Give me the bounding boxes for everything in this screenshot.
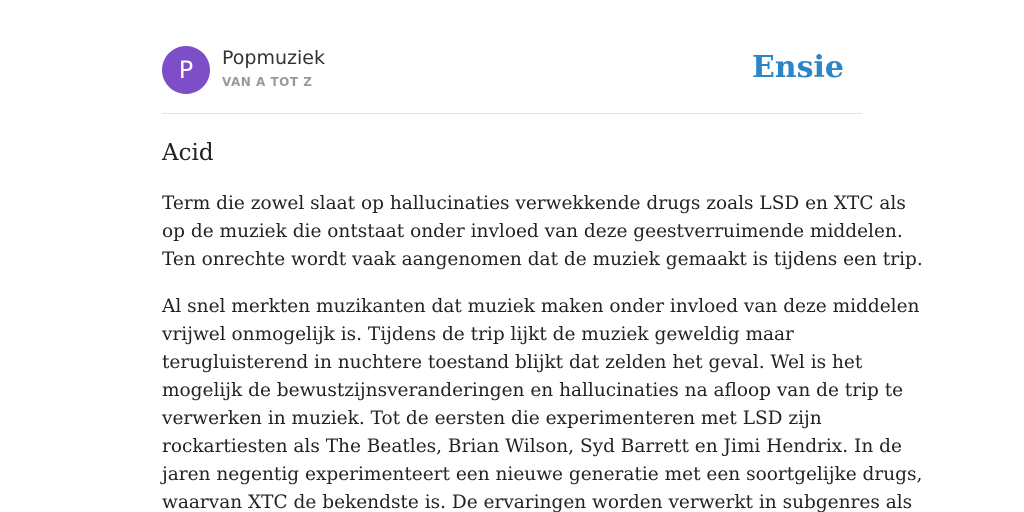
publication-avatar[interactable]: P bbox=[162, 46, 210, 94]
publication-subtitle: VAN A TOT Z bbox=[222, 75, 313, 89]
ensie-logo[interactable]: Ensie bbox=[751, 50, 844, 85]
paragraph-line: jaren negentig experimenteert een nieuwe generatie met een soortgelijke drugs, bbox=[162, 464, 923, 485]
paragraph-line: op de muziek die ontstaat onder invloed van deze geestverruimende middelen. bbox=[162, 221, 903, 242]
publication-header bbox=[162, 46, 862, 96]
article-paragraph-1 bbox=[162, 190, 923, 274]
article-paragraph-2 bbox=[162, 293, 923, 512]
paragraph-line: Term die zowel slaat op hallucinaties verwekkende drugs zoals LSD en XTC als bbox=[162, 193, 906, 214]
paragraph-line: waarvan XTC de bekendste is. De ervaringen worden verwerkt in subgenres als bbox=[162, 492, 913, 512]
paragraph-line: Al snel merkten muzikanten dat muziek maken onder invloed van deze middelen bbox=[162, 296, 920, 317]
publication-title[interactable]: Popmuziek bbox=[222, 47, 325, 69]
paragraph-line: Ten onrechte wordt vaak aangenomen dat de muziek gemaakt is tijdens een trip. bbox=[162, 249, 923, 270]
paragraph-line: terugluisterend in nuchtere toestand blijkt dat zelden het geval. Wel is het bbox=[162, 352, 863, 373]
paragraph-line: rockartiesten als The Beatles, Brian Wilson, Syd Barrett en Jimi Hendrix. In de bbox=[162, 436, 902, 457]
header-divider bbox=[162, 113, 862, 114]
paragraph-line: mogelijk de bewustzijnsveranderingen en hallucinaties na afloop van de trip te bbox=[162, 380, 904, 401]
paragraph-line: verwerken in muziek. Tot de eersten die experimenteren met LSD zijn bbox=[162, 408, 822, 429]
article-title: Acid bbox=[162, 140, 214, 166]
paragraph-line: vrijwel onmogelijk is. Tijdens de trip lijkt de muziek geweldig maar bbox=[162, 324, 794, 345]
article-body bbox=[162, 190, 923, 512]
